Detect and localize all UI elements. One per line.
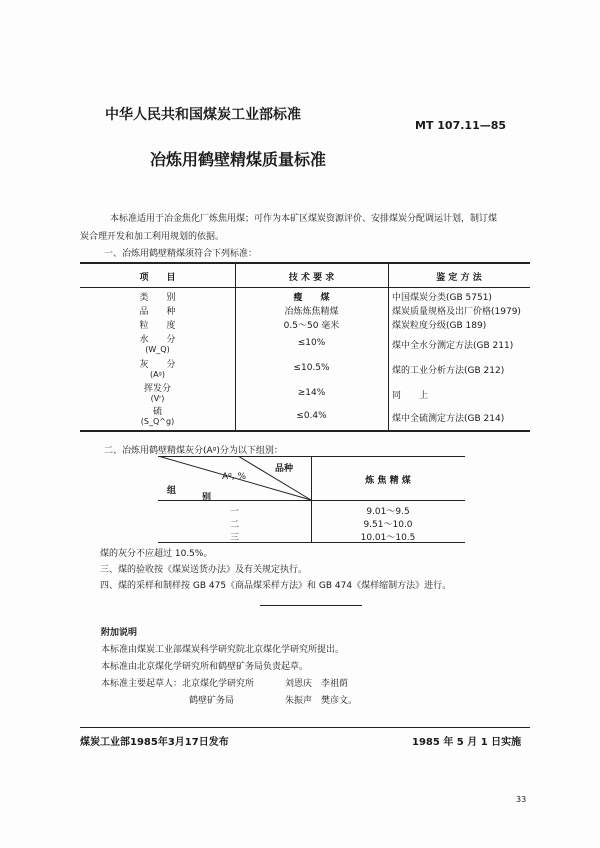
- cell-item: 挥发分: [143, 384, 171, 394]
- cell-req: 瘦 煤: [293, 293, 330, 303]
- appendix-line4-names: 朱振声 樊彦文。: [285, 696, 358, 706]
- issued-date: 煤炭工业部1985年3月17日发布: [80, 737, 229, 748]
- cell-group: 三: [229, 533, 239, 543]
- end-rule: [260, 605, 362, 606]
- col-header-req: 技 术 要 求: [288, 273, 335, 283]
- doc-title: 冶炼用鹤壁精煤质量标准: [150, 150, 327, 169]
- section4: 四、煤的采样和制样按 GB 475《商品煤采样方法》和 GB 474《煤样缩制方法》进行。: [100, 581, 452, 591]
- cell-item-symbol: (W_Q): [145, 345, 170, 354]
- cell-method: 煤炭质量规格及出厂价格(1979): [392, 307, 521, 317]
- appendix-title: 附加说明: [101, 628, 138, 638]
- cell-item: 类 别: [139, 293, 176, 303]
- corner-label-variety: 品种: [275, 464, 294, 474]
- corner-label-bie: 别: [202, 493, 212, 503]
- cell-item: 水 分: [139, 335, 176, 345]
- ash-limit-note: 煤的灰分不应超过 10.5%。: [100, 549, 213, 559]
- cell-method: 煤炭粒度分级(GB 189): [392, 321, 487, 331]
- page-number: 33: [516, 795, 527, 804]
- appendix-line4-org: 鹤壁矿务局: [189, 696, 235, 706]
- org-title: 中华人民共和国煤炭工业部标准: [105, 107, 301, 123]
- cell-req: ≤0.4%: [296, 411, 327, 421]
- footer-rule: [80, 727, 530, 728]
- cell-req: ≥14%: [297, 388, 326, 398]
- effective-date: 1985 年 5 月 1 日实施: [412, 737, 522, 748]
- cell-method: 煤的工业分析方法(GB 212): [392, 366, 505, 376]
- appendix-line1: 本标准由煤炭工业部煤炭科学研究院北京煤化学研究所提出。: [101, 645, 345, 655]
- cell-item-symbol: (S_Q^g): [140, 417, 175, 426]
- col-header-coking-coal: 炼 焦 精 煤: [365, 476, 411, 486]
- appendix-line3-names: 刘恩庆 李祖荫: [285, 679, 349, 689]
- corner-label-group: 组: [167, 486, 177, 496]
- intro-line2: 炭合理开发和加工利用规划的依据。: [80, 232, 225, 242]
- cell-group: 一: [229, 507, 239, 517]
- col-header-item: 项 目: [139, 273, 176, 283]
- cell-item-symbol: (Vʳ): [150, 394, 165, 403]
- section1-heading: 一、冶炼用鹤壁精煤须符合下列标准：: [104, 249, 258, 259]
- section3: 三、煤的验收按《煤炭送货办法》及有关规定执行。: [100, 565, 308, 575]
- cell-req: 0.5～50 毫米: [283, 321, 340, 331]
- cell-method: 同 上: [392, 391, 429, 401]
- cell-item: 灰 分: [139, 360, 176, 370]
- intro-line1: 本标准适用于冶金焦化厂炼焦用煤；可作为本矿区煤炭资源评价、安排煤炭分配调运计划，制订煤: [110, 214, 498, 224]
- cell-req: ≤10%: [297, 338, 326, 348]
- cell-ash-range: 9.01～9.5: [366, 507, 410, 517]
- cell-group: 二: [229, 520, 239, 530]
- appendix-line2: 本标准由北京煤化学研究所和鹤壁矿务局负责起草。: [101, 662, 309, 672]
- cell-item: 粒 度: [139, 321, 176, 331]
- appendix-line3-prefix: 本标准主要起草人：北京煤化学研究所: [101, 679, 255, 689]
- col-header-method: 鉴 定 方 法: [436, 273, 482, 283]
- cell-req: ≤10.5%: [293, 363, 330, 373]
- section2-heading: 二、冶炼用鹤壁精煤灰分(Aᵍ)分为以下组别：: [104, 446, 283, 456]
- cell-item: 品 种: [139, 307, 176, 317]
- cell-method: 中国煤炭分类(GB 5751): [392, 293, 492, 303]
- cell-ash-range: 9.51～10.0: [363, 520, 413, 530]
- cell-item: 硫: [152, 407, 162, 417]
- cell-req: 冶炼炼焦精煤: [284, 307, 339, 317]
- cell-method: 煤中全水分测定方法(GB 211): [392, 341, 514, 351]
- cell-item-symbol: (Aᵍ): [150, 370, 165, 379]
- cell-ash-range: 10.01～10.5: [360, 533, 416, 543]
- standard-code: MT 107.11—85: [415, 119, 507, 132]
- cell-method: 煤中全硫测定方法(GB 214): [392, 414, 505, 424]
- corner-label-ash: Aᵍ, %: [222, 472, 247, 482]
